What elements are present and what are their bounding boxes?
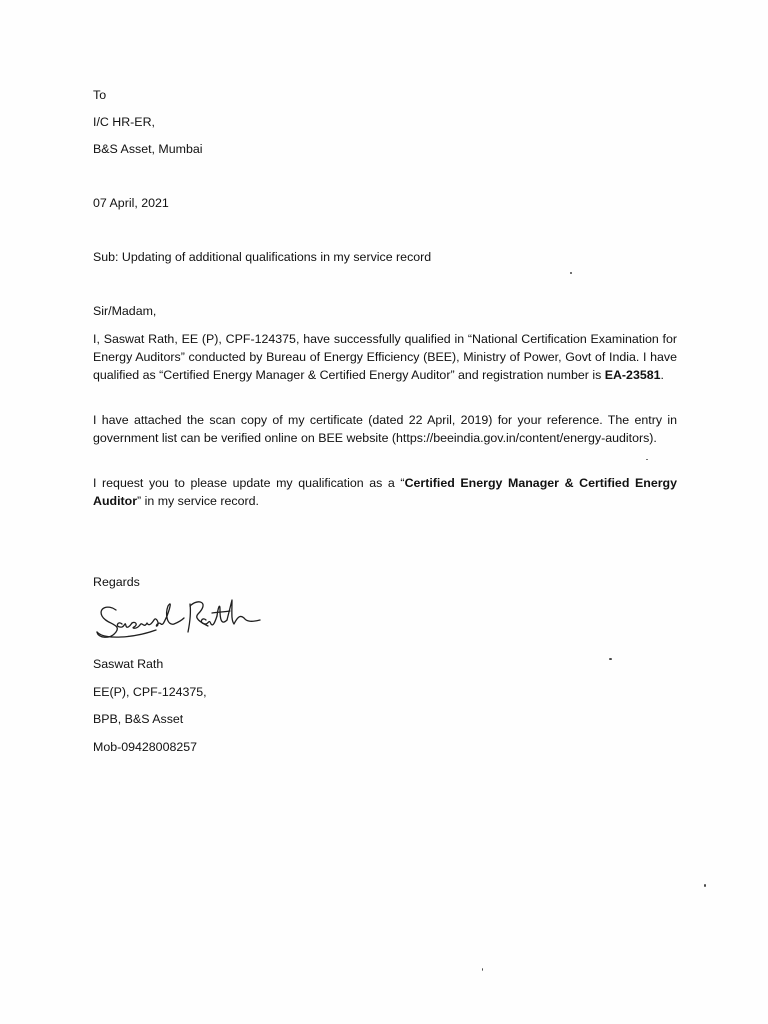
signatory-name: Saswat Rath <box>93 657 164 671</box>
closing-regards: Regards <box>93 575 140 589</box>
scan-speck <box>609 658 612 660</box>
paragraph-1-text: I, Saswat Rath, EE (P), CPF-124375, have successfully qualified in “National Certification Examination for Energy Auditors” conducted by Bureau of Energy Efficiency (BEE), Ministry of Power, Govt of India. I have qualified as “Certified Energy Manager & Certified Energy Auditor” and registration number is <box>93 332 677 382</box>
recipient-line-1: I/C HR-ER, <box>93 115 155 129</box>
scan-speck <box>646 459 648 460</box>
body-paragraph-1 <box>93 330 677 384</box>
body-paragraph-3 <box>93 474 677 510</box>
letter-date: 07 April, 2021 <box>93 196 169 210</box>
recipient-line-2: B&S Asset, Mumbai <box>93 142 203 156</box>
scan-speck <box>570 272 572 274</box>
paragraph-2-text: I have attached the scan copy of my certificate (dated 22 April, 2019) for your reference. The entry in government list can be verified online on BEE website (https://beeindia.gov.in/content/energy-auditors). <box>93 413 677 445</box>
paragraph-3-bold: Certified Energy Manager & Certified Energy Auditor <box>93 476 677 508</box>
scan-speck <box>482 968 483 971</box>
salutation: Sir/Madam, <box>93 304 157 318</box>
paragraph-3-end: ” in my service record. <box>137 494 259 508</box>
handwritten-signature <box>94 594 272 648</box>
signatory-designation: EE(P), CPF-124375, <box>93 685 207 699</box>
registration-number: EA-23581 <box>604 368 661 382</box>
signatory-department: BPB, B&S Asset <box>93 712 184 726</box>
letter-subject: Sub: Updating of additional qualifications in my service record <box>93 250 432 264</box>
recipient-to: To <box>93 88 107 102</box>
body-paragraph-2 <box>93 411 677 447</box>
paragraph-1-end: . <box>660 368 664 382</box>
paragraph-3-text: I request you to please update my qualification as a “ <box>93 476 405 490</box>
signatory-mobile: Mob-09428008257 <box>93 740 198 754</box>
scan-speck <box>704 884 706 887</box>
